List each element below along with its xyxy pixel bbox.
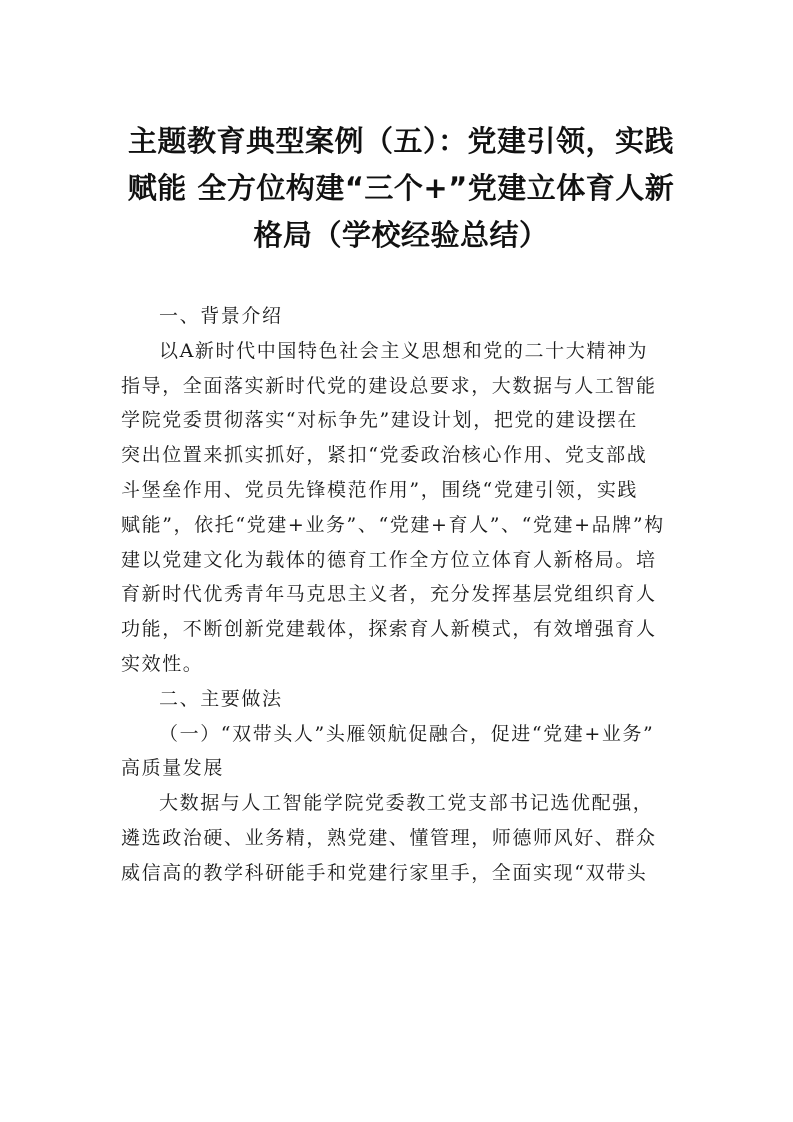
document-page: [121, 118, 681, 891]
document-title: [121, 118, 681, 259]
paragraph-line: 指导，全面落实新时代党的建设总要求，大数据与人工智能: [121, 374, 657, 397]
title-line: 格局（学校经验总结）: [253, 218, 549, 252]
subsection-heading: [121, 717, 681, 787]
paragraph-line: 突出位置来抓实抓好，紧扣“党委政治核心作用、党支部战: [121, 444, 648, 467]
section-heading-background: 一、背景介绍: [159, 305, 283, 327]
paragraph-line: 以A新时代中国特色社会主义思想和党的二十大精神为: [159, 339, 649, 362]
paragraph-line: 育新时代优秀青年马克思主义者，充分发挥基层党组织育人: [121, 583, 657, 606]
paragraph-line: 建以党建文化为载体的德育工作全方位立体育人新格局。培: [121, 548, 657, 571]
paragraph-line: 实效性。: [121, 652, 204, 675]
paragraph-line: 学院党委贯彻落实“对标争先”建设计划，把党的建设摆在: [121, 409, 639, 432]
paragraph-methods: [121, 786, 681, 890]
subsection-line: 高质量发展: [121, 757, 225, 780]
paragraph-background: [121, 334, 681, 682]
paragraph-line: 赋能”，依托“党建+业务”、“党建+育人”、“党建+品牌”构: [121, 513, 665, 536]
paragraph-line: 威信高的教学科研能手和党建行家里手，全面实现“双带头: [121, 861, 648, 884]
section-heading-methods: 二、主要做法: [159, 687, 283, 710]
paragraph-line: 斗堡垒作用、党员先锋模范作用”，围绕“党建引领，实践: [121, 478, 639, 501]
paragraph-line: 大数据与人工智能学院党委教工党支部书记选优配强，: [159, 792, 654, 815]
paragraph-line: 功能，不断创新党建载体，探索育人新模式，有效增强育人: [121, 618, 657, 641]
title-line: 主题教育典型案例（五）：党建引领，实践: [127, 124, 674, 158]
title-line: 赋能 全方位构建“三个+”党建立体育人新: [127, 171, 675, 205]
document-body: [121, 299, 681, 891]
subsection-line: （一）“双带头人”头雁领航促融合，促进“党建+业务”: [159, 722, 655, 745]
paragraph-line: 遴选政治硬、业务精，熟党建、懂管理，师德师风好、群众: [121, 826, 657, 849]
